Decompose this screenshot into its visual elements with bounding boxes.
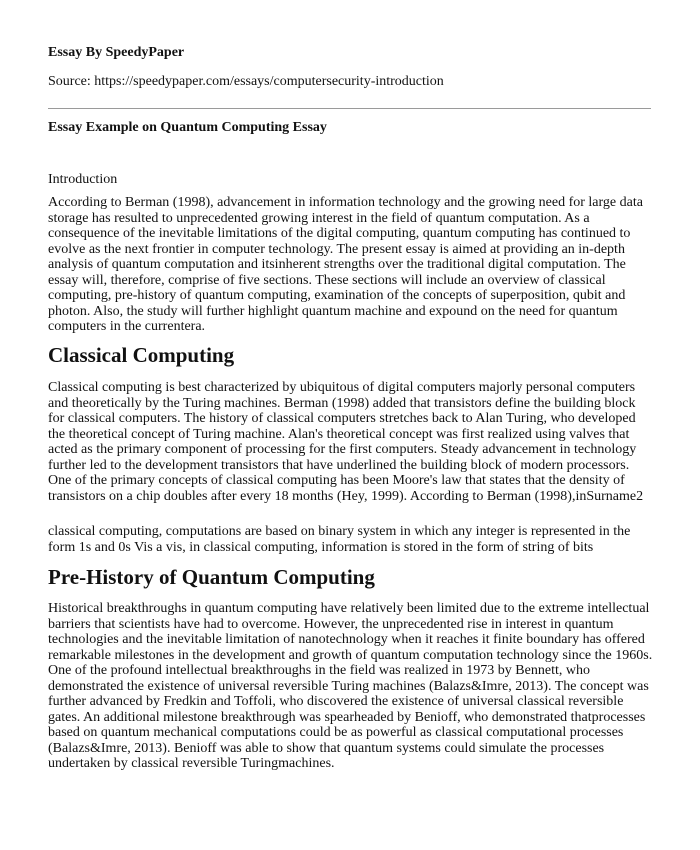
paragraph-classical-computing: Classical computing is best characterized by ubiquitous of digital computers majorly personal computers and theoretically by the Turing machines. Berman (1998) added that transistors define the building block for classical computers. The history of classical computers stretches back to Alan Turing, who developed the theoretical concept of Turing machine. Alan's theoretical concept was first realized using valves that acted as the primary component of processing for the first computers. Steady advancement in technology further led to the development transistors that have underlined the building block of modern processors. One of the primary concepts of classical computing has been Moore's law that states that the density of transistors on a chip doubles after every 18 months (Hey, 1999). According to Berman (1998),inSurname2 [48,380,644,504]
section-heading-pre-history: Pre-History of Quantum Computing [48,565,375,589]
brand-header: Essay By SpeedyPaper [48,45,185,60]
essay-title: Essay Example on Quantum Computing Essay [48,120,327,135]
paragraph-introduction: According to Berman (1998), advancement in information technology and the growing need for large data storage has resulted to unprecedented growing interest in the field of quantum computation. As a consequence of the inevitable limitations of the digital computing, quantum computing has continued to evolve as the next frontier in computer technology. The present essay is aimed at providing an in-depth analysis of quantum computation and itsinherent strengths over the traditional digital computation. The essay will, therefore, comprise of five sections. These sections will include an overview of classical computing, pre-history of quantum computing, examination of the concepts of superposition, qubit and photon. Also, the study will further highlight quantum machine and expound on the need for quantum computers in the currentera. [48,195,643,334]
intro-label: Introduction [48,172,118,187]
paragraph-pre-history: Historical breakthroughs in quantum computing have relatively been limited due to the extreme intellectual barriers that scientists have had to overcome. However, the unprecedented rise in interest in quantum technologies and the inevitable limitation of nanotechnology when it reaches it finite boundary has offered remarkable milestones in the development and growth of quantum computation technology since the 1960s. One of the profound intellectual breakthroughs in the field was realized in 1973 by Bennett, who demonstrated the existence of universal reversible Turing machines (Balazs&Imre, 2013). The concept was further advanced by Fredkin and Toffoli, who discovered the existence of universal classical reversible gates. An additional milestone breakthrough was spearheaded by Benioff, who demonstrated thatprocesses based on quantum mechanical computations could be as powerful as classical computational processes (Balazs&Imre, 2013). Benioff was able to show that quantum systems could simulate the processes undertaken by classical reversible Turingmachines. [48,601,653,771]
source-line: Source: https://speedypaper.com/essays/computersecurity-introduction [48,74,444,89]
header-divider [48,108,651,109]
paragraph-classical-binary: classical computing, computations are based on binary system in which any integer is represented in the form 1s and 0s Vis a vis, in classical computing, information is stored in the form of string of bits [48,524,631,555]
section-heading-classical-computing: Classical Computing [48,343,235,367]
